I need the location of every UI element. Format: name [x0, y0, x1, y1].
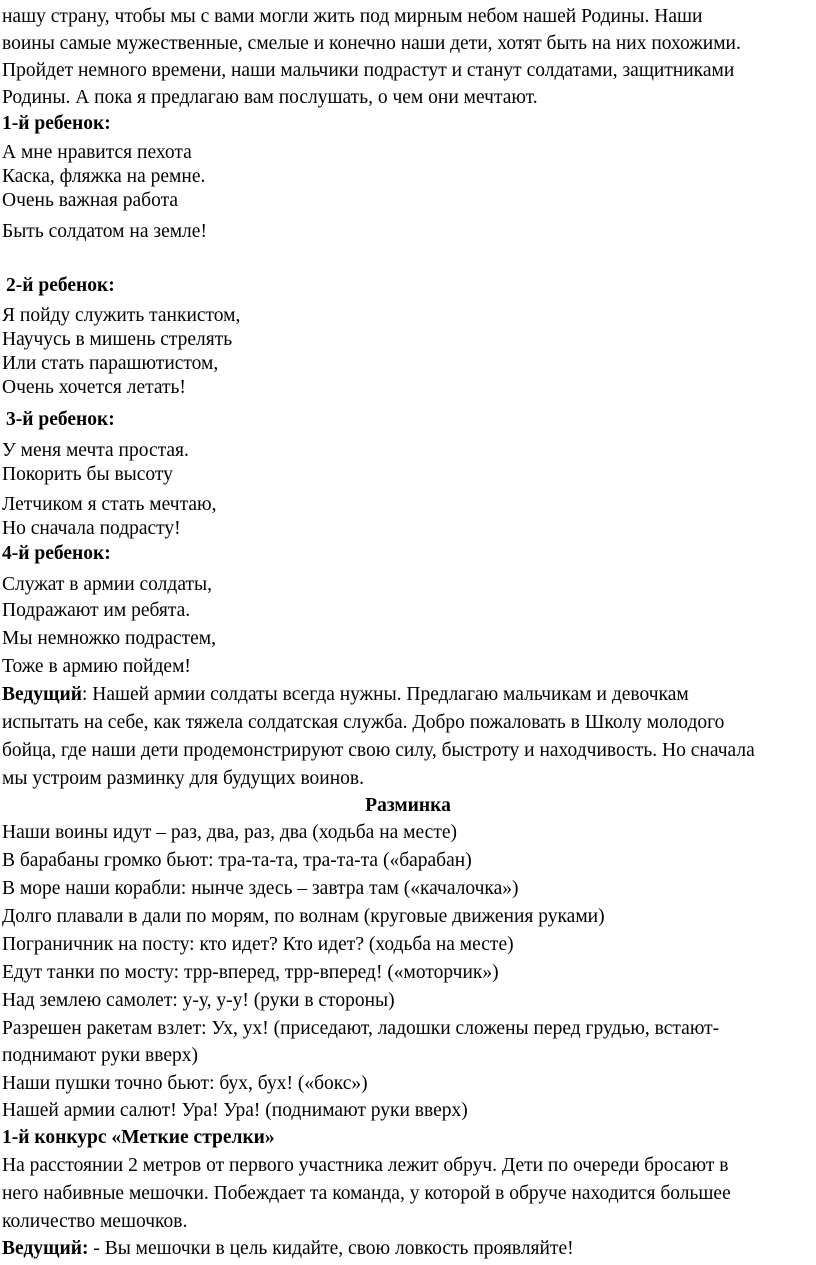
intro-line-1: нашу страну, чтобы мы с вами могли жить под мирным небом нашей Родины. Наши — [2, 6, 703, 27]
child2-line-2: Научусь в мишень стрелять — [2, 329, 233, 350]
host1-label: Ведущий — [2, 684, 82, 705]
child4-line-1: Служат в армии солдаты, — [2, 574, 212, 595]
child4-line-2: Подражают им ребята. — [2, 600, 191, 621]
warmup-line-2: В барабаны громко бьют: тра-та-та, тра-та-та («барабан) — [2, 850, 472, 871]
child4-line-3: Мы немножко подрастем, — [2, 628, 217, 649]
child2-line-3: Или стать парашютистом, — [2, 353, 219, 374]
warmup-line-1: Наши воины идут – раз, два, раз, два (ходьба на месте) — [2, 822, 457, 843]
contest1-title: 1-й конкурс «Меткие стрелки» — [2, 1127, 275, 1148]
contest1-line-2: него набивные мешочки. Побеждает та команда, у которой в обруче находится большее — [2, 1183, 731, 1204]
warmup-line-3: В море наши корабли: нынче здесь – завтра там («качалочка») — [2, 878, 519, 899]
warmup-line-10: Наши пушки точно бьют: бух, бух! («бокс») — [2, 1073, 368, 1094]
host2-label: Ведущий: — [2, 1238, 89, 1259]
warmup-line-7: Над землею самолет: у-у, у-у! (руки в стороны) — [2, 990, 395, 1011]
warmup-line-5: Пограничник на посту: кто идет? Кто идет? (ходьба на месте) — [2, 934, 514, 955]
host1-first-text: : Нашей армии солдаты всегда нужны. Предлагаю мальчикам и девочкам — [81, 684, 689, 705]
host1-line-2: испытать на себе, как тяжела солдатская служба. Добро пожаловать в Школу молодого — [2, 712, 725, 733]
child4-line-4: Тоже в армию пойдем! — [2, 656, 191, 677]
host1-line-4: мы устроим разминку для будущих воинов. — [2, 768, 364, 789]
child3-line-3: Летчиком я стать мечтаю, — [2, 494, 217, 515]
host1-line-3: бойца, где наши дети продемонстрируют свою силу, быстроту и находчивость. Но сначала — [2, 740, 755, 761]
host1-line-1 — [2, 682, 814, 708]
host2-text: - Вы мешочки в цель кидайте, свою ловкость проявляйте! — [88, 1238, 574, 1259]
child1-line-1: А мне нравится пехота — [2, 142, 192, 163]
intro-line-4: Родины. А пока я предлагаю вам послушать, о чем они мечтают. — [2, 87, 538, 108]
warmup-line-9: поднимают руки вверх) — [2, 1045, 198, 1066]
warmup-line-8: Разрешен ракетам взлет: Ух, ух! (приседают, ладошки сложены перед грудью, встают- — [2, 1018, 720, 1039]
warmup-line-6: Едут танки по мосту: трр-вперед, трр-вперед! («моторчик») — [2, 962, 499, 983]
child3-line-1: У меня мечта простая. — [2, 440, 189, 461]
contest1-line-1: На расстоянии 2 метров от первого участника лежит обруч. Дети по очереди бросают в — [2, 1155, 729, 1176]
intro-line-3: Пройдет немного времени, наши мальчики подрастут и станут солдатами, защитниками — [2, 60, 735, 81]
contest1-line-3: количество мешочков. — [2, 1211, 188, 1232]
warmup-line-4: Долго плавали в дали по морям, по волнам (круговые движения руками) — [2, 906, 605, 927]
host2-line — [2, 1236, 814, 1262]
child1-heading: 1-й ребенок: — [2, 113, 111, 134]
intro-line-2: воины самые мужественные, смелые и конечно наши дети, хотят быть на них похожими. — [2, 33, 741, 54]
child3-heading: 3-й ребенок: — [6, 409, 115, 430]
child2-line-4: Очень хочется летать! — [2, 377, 186, 398]
child3-line-2: Покорить бы высоту — [2, 464, 173, 485]
child1-line-3: Очень важная работа — [2, 190, 178, 211]
child1-line-2: Каска, фляжка на ремне. — [2, 166, 206, 187]
warmup-title: Разминка — [365, 795, 451, 816]
child1-line-4: Быть солдатом на земле! — [2, 221, 207, 242]
warmup-line-11: Нашей армии салют! Ура! Ура! (поднимают руки вверх) — [2, 1100, 468, 1121]
child2-line-1: Я пойду служить танкистом, — [2, 305, 241, 326]
child2-heading: 2-й ребенок: — [6, 275, 115, 296]
child4-heading: 4-й ребенок: — [2, 543, 111, 564]
child3-line-4: Но сначала подрасту! — [2, 518, 181, 539]
